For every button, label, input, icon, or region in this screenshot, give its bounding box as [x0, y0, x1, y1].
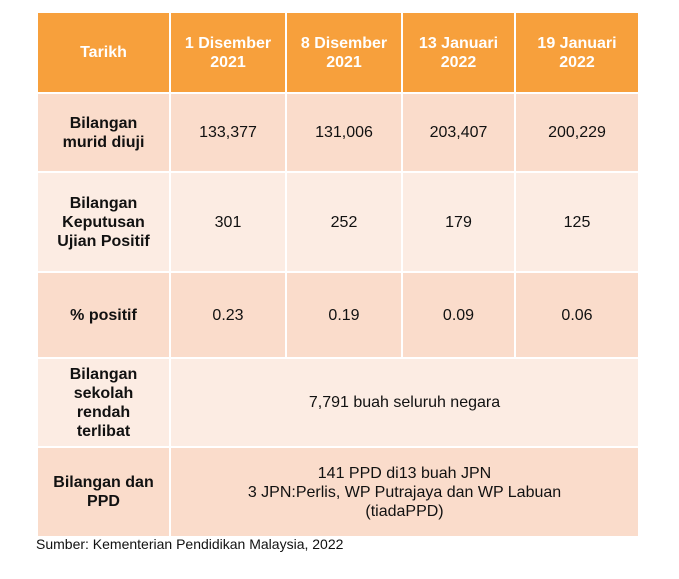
row-label-percent-positive: % positif [37, 272, 170, 358]
row-label-schools-involved: Bilangan sekolah rendah terlibat [37, 358, 170, 447]
table-cell: 0.09 [402, 272, 515, 358]
table-cell: 0.06 [515, 272, 639, 358]
table-cell: 131,006 [286, 93, 402, 172]
covid-testing-table [36, 11, 640, 538]
row-schools-involved [37, 358, 639, 447]
row-percent-positive [37, 272, 639, 358]
source-caption: Sumber: Kementerian Pendidikan Malaysia, 2022 [36, 536, 344, 552]
table-cell: 301 [170, 172, 286, 272]
table-cell: 179 [402, 172, 515, 272]
table-cell: 252 [286, 172, 402, 272]
ppd-count-value: 141 PPD di13 buah JPN 3 JPN:Perlis, WP Putrajaya dan WP Labuan (tiadaPPD) [170, 447, 639, 537]
header-label-tarikh: Tarikh [37, 12, 170, 93]
schools-involved-value: 7,791 buah seluruh negara [170, 358, 639, 447]
table-cell: 0.23 [170, 272, 286, 358]
header-row [37, 12, 639, 93]
header-date-1: 1 Disember 2021 [170, 12, 286, 93]
row-ppd-count [37, 447, 639, 537]
table-cell: 125 [515, 172, 639, 272]
row-label-ppd-count: Bilangan dan PPD [37, 447, 170, 537]
row-label-positive-results: Bilangan Keputusan Ujian Positif [37, 172, 170, 272]
table-cell: 200,229 [515, 93, 639, 172]
header-date-4: 19 Januari 2022 [515, 12, 639, 93]
table-cell: 203,407 [402, 93, 515, 172]
header-date-3: 13 Januari 2022 [402, 12, 515, 93]
table-cell: 0.19 [286, 272, 402, 358]
row-label-students-tested: Bilangan murid diuji [37, 93, 170, 172]
header-date-2: 8 Disember 2021 [286, 12, 402, 93]
table-cell: 133,377 [170, 93, 286, 172]
row-students-tested [37, 93, 639, 172]
row-positive-results [37, 172, 639, 272]
